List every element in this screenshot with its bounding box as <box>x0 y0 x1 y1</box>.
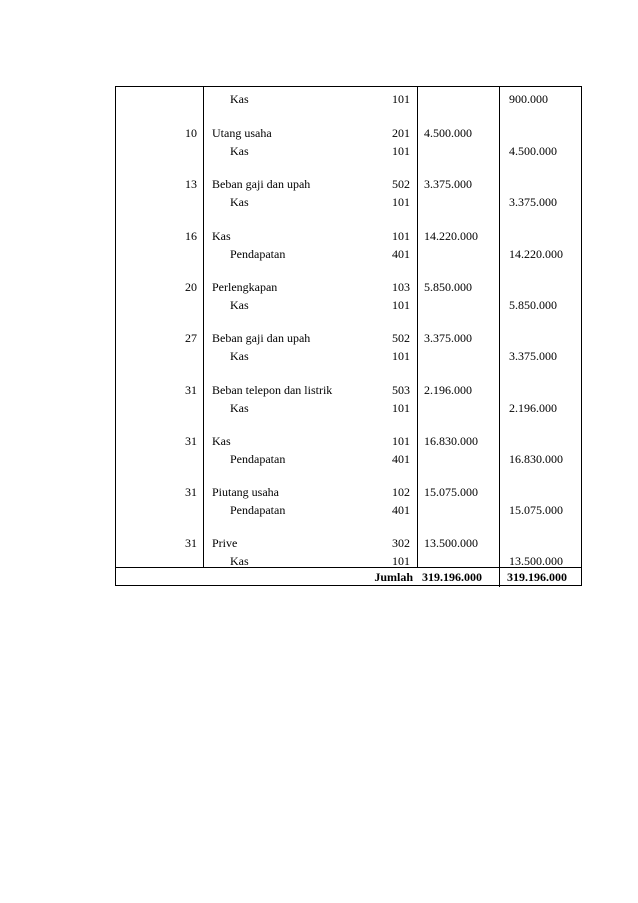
credit-amount: 3.375.000 <box>509 195 557 209</box>
credit-amount: 2.196.000 <box>509 401 557 415</box>
entry-date: 31 <box>185 536 197 550</box>
debit-amount: 16.830.000 <box>424 434 478 448</box>
journal-entry-credit-line <box>116 295 581 315</box>
debit-ref: 101 <box>392 434 410 448</box>
journal-entry-credit-line <box>116 192 581 212</box>
credit-ref: 101 <box>392 298 410 312</box>
journal-entry-debit-line <box>116 431 581 451</box>
journal-table <box>115 86 582 586</box>
journal-entry-debit-line <box>116 533 581 553</box>
journal-entry-credit-line <box>116 449 581 469</box>
credit-account: Kas <box>230 349 249 363</box>
debit-amount: 15.075.000 <box>424 485 478 499</box>
debit-ref: 502 <box>392 177 410 191</box>
journal-entry-debit-line <box>116 174 581 194</box>
entry-date: 31 <box>185 485 197 499</box>
debit-ref: 201 <box>392 126 410 140</box>
credit-ref: 101 <box>392 401 410 415</box>
credit-ref: 101 <box>392 349 410 363</box>
debit-account: Beban gaji dan upah <box>212 177 311 191</box>
credit-account: Kas <box>230 298 249 312</box>
debit-account: Piutang usaha <box>212 485 279 499</box>
debit-amount: 14.220.000 <box>424 229 478 243</box>
journal-entry-debit-line <box>116 123 581 143</box>
credit-amount: 900.000 <box>509 92 548 106</box>
total-debit-amount: 319.196.000 <box>422 570 482 584</box>
debit-ref: 103 <box>392 280 410 294</box>
credit-account: Pendapatan <box>230 503 286 517</box>
debit-ref: 503 <box>392 383 410 397</box>
credit-account: Kas <box>230 554 249 568</box>
debit-ref: 102 <box>392 485 410 499</box>
debit-amount: 4.500.000 <box>424 126 472 140</box>
debit-ref: 302 <box>392 536 410 550</box>
debit-ref: 502 <box>392 331 410 345</box>
credit-ref: 101 <box>392 554 410 568</box>
credit-amount: 13.500.000 <box>509 554 563 568</box>
journal-entry-credit-line <box>116 398 581 418</box>
credit-account: Pendapatan <box>230 247 286 261</box>
journal-entry-credit-line <box>116 346 581 366</box>
credit-account: Pendapatan <box>230 452 286 466</box>
journal-entry-credit-line <box>116 244 581 264</box>
journal-entry-credit-line <box>116 89 581 109</box>
credit-amount: 4.500.000 <box>509 144 557 158</box>
total-credit-amount: 319.196.000 <box>507 570 567 584</box>
entry-date: 31 <box>185 434 197 448</box>
credit-amount: 16.830.000 <box>509 452 563 466</box>
credit-ref: 401 <box>392 247 410 261</box>
debit-account: Utang usaha <box>212 126 272 140</box>
debit-amount: 3.375.000 <box>424 331 472 345</box>
debit-account: Beban gaji dan upah <box>212 331 311 345</box>
entry-date: 20 <box>185 280 197 294</box>
journal-entry-debit-line <box>116 226 581 246</box>
credit-amount: 5.850.000 <box>509 298 557 312</box>
debit-account: Kas <box>212 434 231 448</box>
debit-amount: 5.850.000 <box>424 280 472 294</box>
debit-account: Perlengkapan <box>212 280 278 294</box>
credit-account: Kas <box>230 144 249 158</box>
entry-date: 13 <box>185 177 197 191</box>
journal-entry-debit-line <box>116 277 581 297</box>
credit-account: Kas <box>230 401 249 415</box>
credit-ref: 401 <box>392 452 410 466</box>
entry-date: 16 <box>185 229 197 243</box>
journal-entry-debit-line <box>116 328 581 348</box>
credit-account: Kas <box>230 195 249 209</box>
credit-ref: 101 <box>392 144 410 158</box>
credit-ref: 101 <box>392 92 410 106</box>
journal-entry-debit-line <box>116 380 581 400</box>
debit-amount: 13.500.000 <box>424 536 478 550</box>
credit-amount: 14.220.000 <box>509 247 563 261</box>
credit-amount: 15.075.000 <box>509 503 563 517</box>
debit-account: Prive <box>212 536 238 550</box>
credit-ref: 401 <box>392 503 410 517</box>
credit-ref: 101 <box>392 195 410 209</box>
journal-entry-credit-line <box>116 141 581 161</box>
entry-date: 31 <box>185 383 197 397</box>
journal-entry-debit-line <box>116 482 581 502</box>
debit-amount: 3.375.000 <box>424 177 472 191</box>
credit-amount: 3.375.000 <box>509 349 557 363</box>
entry-date: 27 <box>185 331 197 345</box>
debit-ref: 101 <box>392 229 410 243</box>
total-label: Jumlah <box>374 570 413 584</box>
entry-date: 10 <box>185 126 197 140</box>
debit-account: Kas <box>212 229 231 243</box>
debit-amount: 2.196.000 <box>424 383 472 397</box>
debit-account: Beban telepon dan listrik <box>212 383 333 397</box>
credit-account: Kas <box>230 92 249 106</box>
journal-entry-credit-line <box>116 500 581 520</box>
